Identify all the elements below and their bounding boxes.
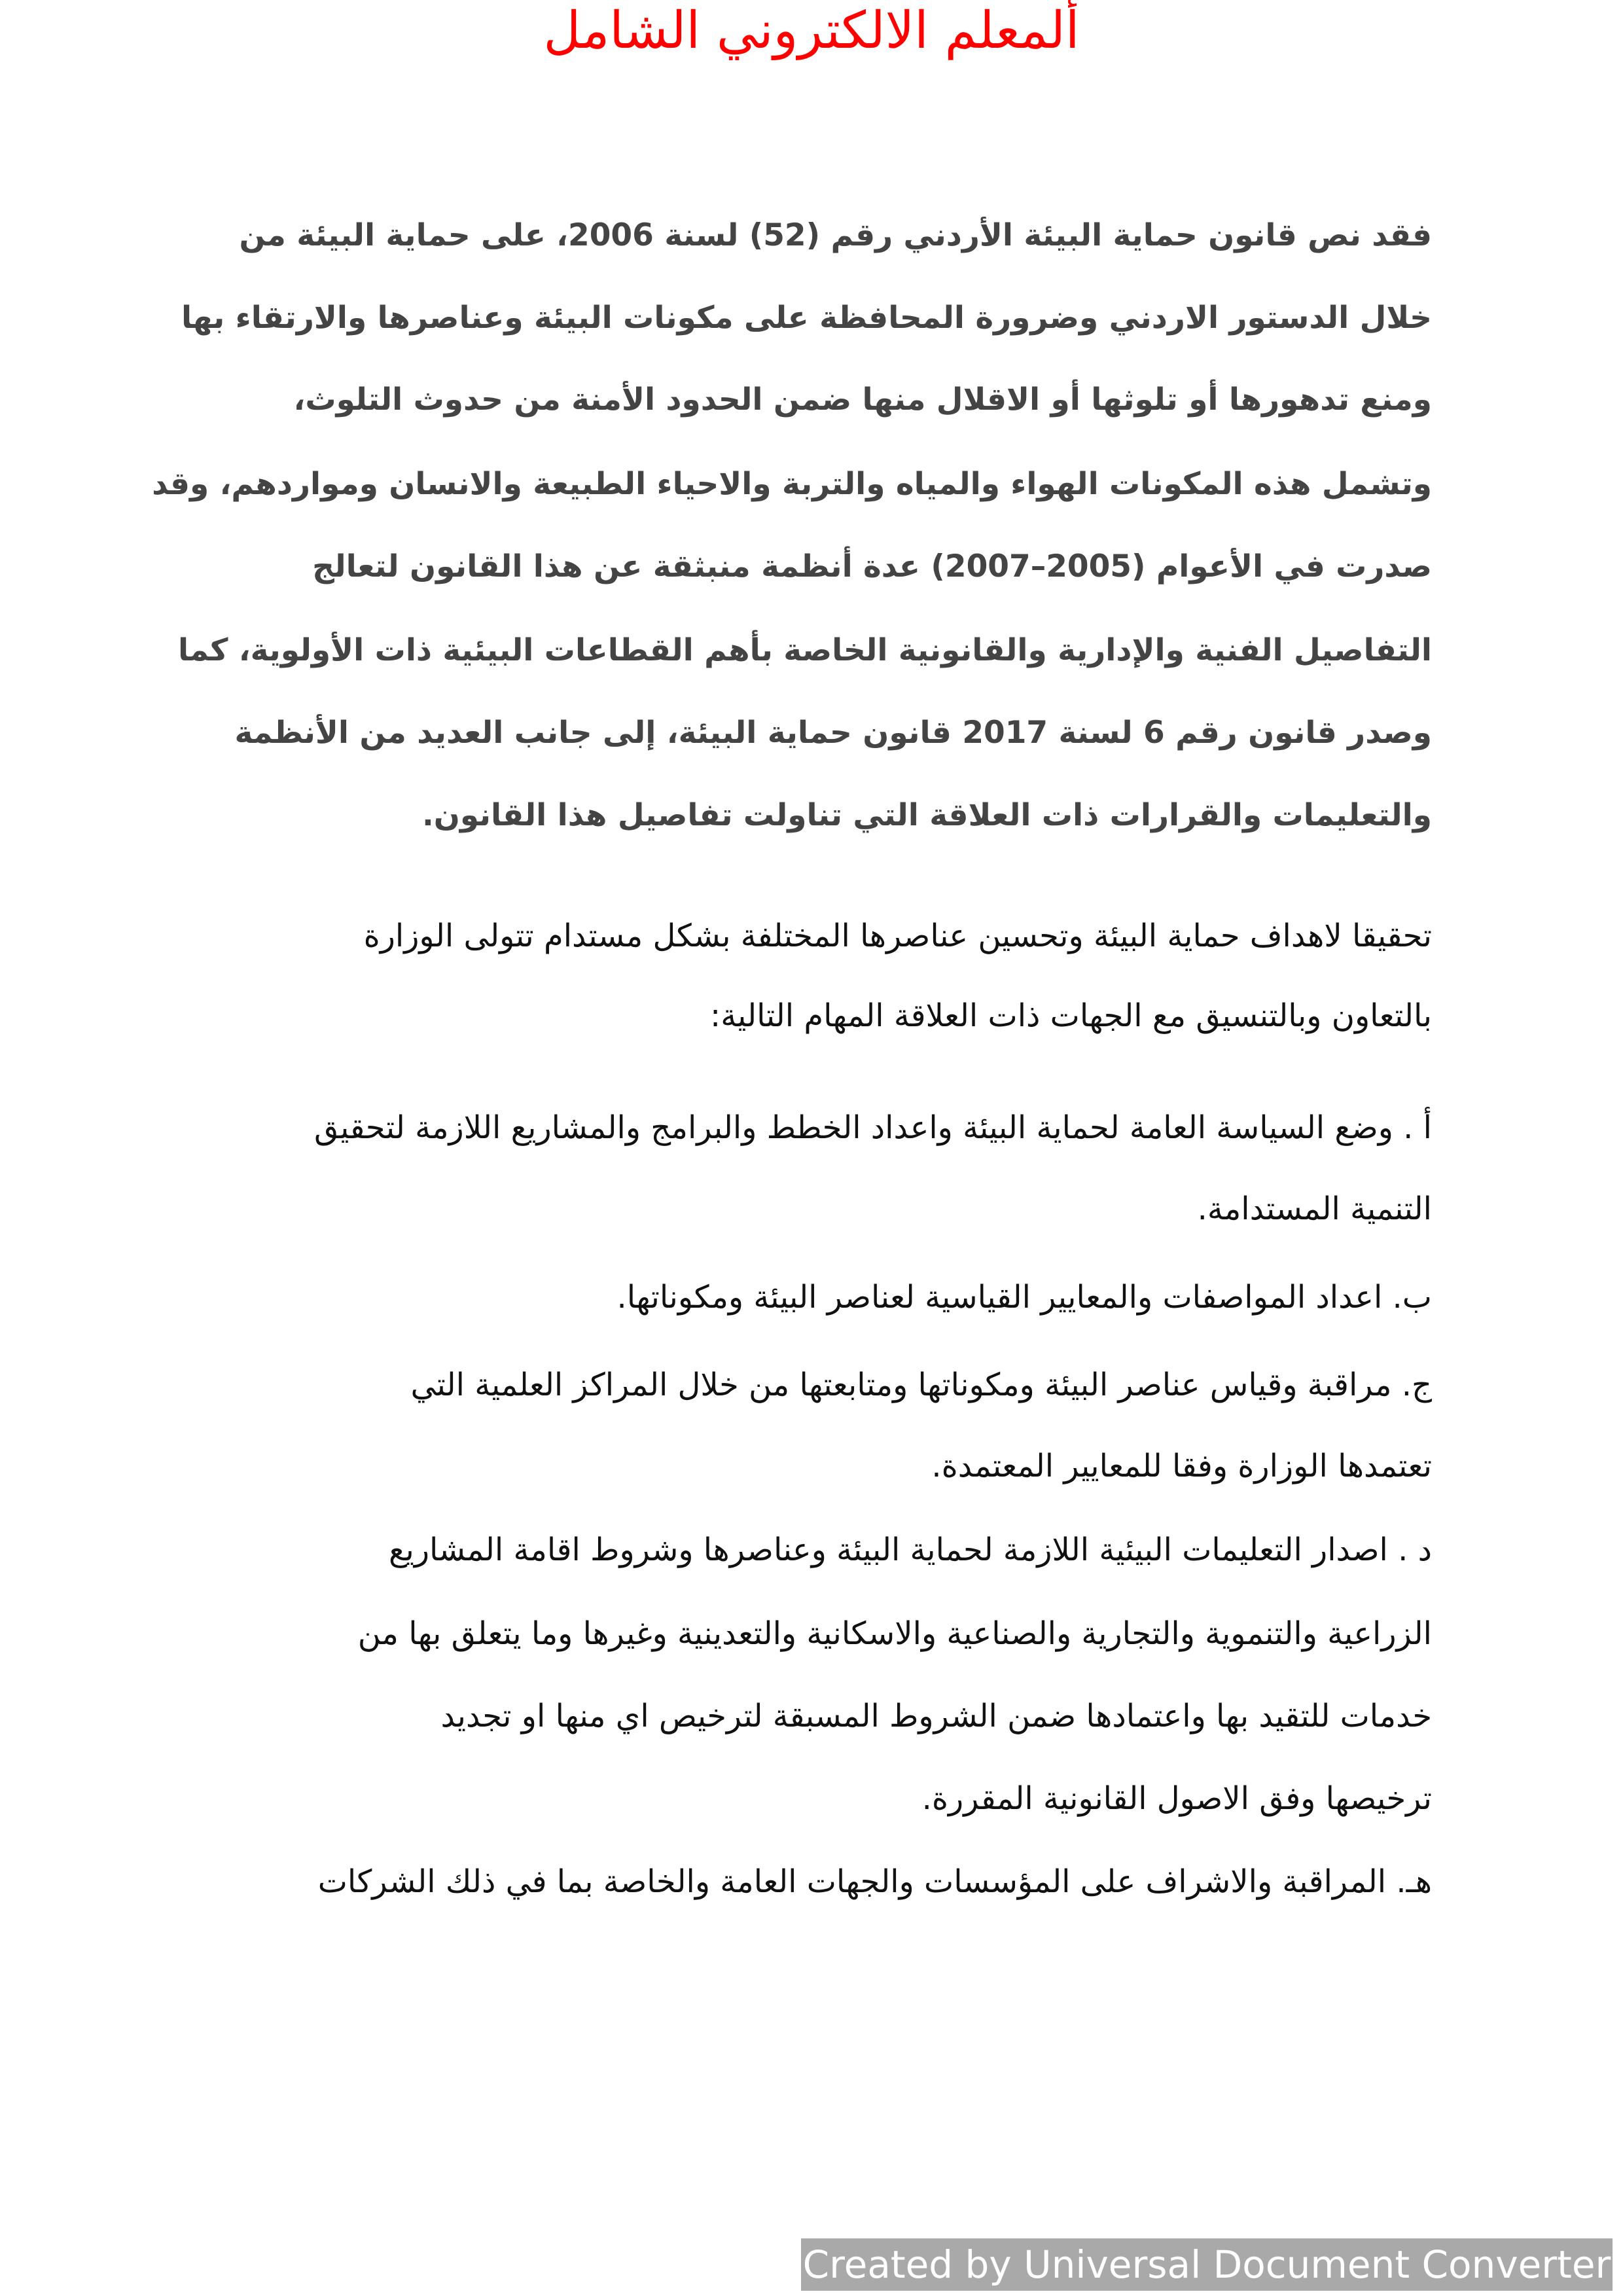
paragraph1-line: فقد نص قانون حماية البيئة الأردني رقم (52) لسنة 2006، على حماية البيئة من xyxy=(239,217,1432,253)
paragraph1-line: ومنع تدهورها أو تلوثها أو الاقلال منها ضمن الحدود الأمنة من حدوث التلوث، xyxy=(293,382,1432,418)
page-title: ألمعلم الالكتروني الشامل xyxy=(543,1,1080,60)
task-line: أ . وضع السياسة العامة لحماية البيئة واعداد الخطط والبرامج والمشاريع اللازمة لتحقيق xyxy=(313,1109,1432,1146)
paragraph1-line: وصدر قانون رقم 6 لسنة 2017 قانون حماية البيئة، إلى جانب العديد من الأنظمة xyxy=(234,715,1432,751)
paragraph1-line: التفاصيل الفنية والإدارية والقانونية الخاصة بأهم القطاعات البيئية ذات الأولوية، كما xyxy=(177,632,1432,668)
task-line: التنمية المستدامة. xyxy=(1197,1191,1432,1227)
paragraph2-line: بالتعاون وبالتنسيق مع الجهات ذات العلاقة المهام التالية: xyxy=(710,997,1432,1034)
task-line: د . اصدار التعليمات البيئية اللازمة لحماية البيئة وعناصرها وشروط اقامة المشاريع xyxy=(388,1532,1432,1568)
task-line: ج. مراقبة وقياس عناصر البيئة ومكوناتها ومتابعتها من خلال المراكز العلمية التي xyxy=(410,1367,1432,1403)
paragraph1-line: وتشمل هذه المكونات الهواء والمياه والتربة والاحياء الطبيعة والانسان ومواردهم، وقد xyxy=(152,466,1432,502)
watermark: Created by Universal Document Converter xyxy=(801,2238,1613,2291)
task-line: خدمات للتقيد بها واعتمادها ضمن الشروط المسبقة لترخيص اي منها او تجديد xyxy=(440,1698,1432,1734)
task-line: ب. اعداد المواصفات والمعايير القياسية لعناصر البيئة ومكوناتها. xyxy=(616,1279,1432,1316)
paragraph1-line: خلال الدستور الاردني وضرورة المحافظة على مكونات البيئة وعناصرها والارتقاء بها xyxy=(181,300,1432,336)
task-line: هـ. المراقبة والاشراف على المؤسسات والجهات العامة والخاصة بما في ذلك الشركات xyxy=(317,1863,1432,1900)
task-line: تعتمدها الوزارة وفقا للمعايير المعتمدة. xyxy=(931,1448,1432,1484)
task-line: الزراعية والتنموية والتجارية والصناعية والاسكانية والتعدينية وغيرها وما يتعلق بها من xyxy=(357,1615,1432,1652)
paragraph1-line: والتعليمات والقرارات ذات العلاقة التي تناولت تفاصيل هذا القانون. xyxy=(421,797,1432,833)
task-line: ترخيصها وفق الاصول القانونية المقررة. xyxy=(921,1780,1432,1817)
paragraph2-line: تحقيقا لاهداف حماية البيئة وتحسين عناصرها المختلفة بشكل مستدام تتولى الوزارة xyxy=(363,918,1432,954)
paragraph1-line: صدرت في الأعوام (2005–2007) عدة أنظمة منبثقة عن هذا القانون لتعالج xyxy=(312,548,1432,584)
